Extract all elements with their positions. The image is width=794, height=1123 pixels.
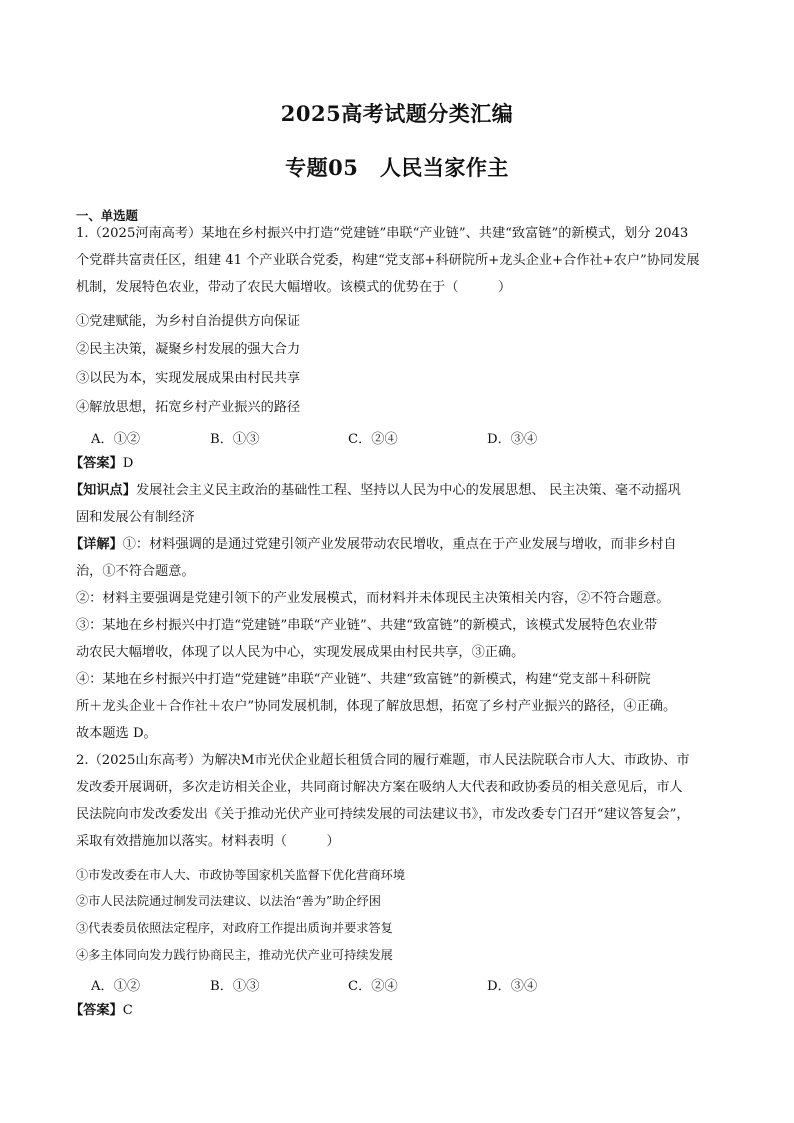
answer-value: C xyxy=(122,1003,133,1018)
section-heading: 一、单选题 xyxy=(76,208,138,223)
q1-detail-text: 故本题选 D。 xyxy=(76,726,157,741)
knowledge-text: 发展社会主义民主政治的基础性工程、坚持以人民为中心的发展思想、 民主决策、毫不动摇巩 xyxy=(135,483,681,498)
q2-statement: ④多主体同向发力践行协商民主，推动光伏产业可持续发展 xyxy=(76,948,393,962)
document-title: 2025高考试题分类汇编 xyxy=(280,101,514,126)
q1-statement: ①党建赋能，为乡村自治提供方向保证 xyxy=(76,314,301,329)
answer-label: 【答案】 xyxy=(70,456,123,471)
q1-stem-line: 机制，发展特色农业，带动了农民大幅增收。该模式的优势在于（ ） xyxy=(76,280,512,295)
q1-knowledge-line xyxy=(70,482,730,499)
q1-detail-text: ②：材料主要强调是党建引领下的产业发展模式，而材料并未体现民主决策相关内容，②不符合题意。 xyxy=(76,591,670,606)
q1-detail-line xyxy=(70,536,730,553)
q1-detail-text: 动农民大幅增收，体现了以人民为中心，实现发展成果由村民共享，③正确。 xyxy=(76,645,525,660)
q2-option-b: B．①③ xyxy=(210,979,260,994)
q2-option-a: A．①② xyxy=(91,979,141,994)
answer-label: 【答案】 xyxy=(70,1003,123,1018)
q2-statement: ②市人民法院通过制发司法建议、以法治“善为”助企纾困 xyxy=(76,894,381,908)
document-subtitle: 专题05 人民当家作主 xyxy=(285,155,509,180)
q1-option-d: D．③④ xyxy=(487,432,538,447)
q1-detail-text: ④：某地在乡村振兴中打造“党建链”串联“产业链”、共建“致富链”的新模式，构建“党支部＋科研院 xyxy=(76,672,651,687)
q1-option-c: C．②④ xyxy=(348,432,398,447)
q1-knowledge-text: 固和发展公有制经济 xyxy=(76,510,195,525)
q1-statement: ③以民为本，实现发展成果由村民共享 xyxy=(76,371,301,386)
q2-statement: ③代表委员依照法定程序，对政府工作提出质询并要求答复 xyxy=(76,921,393,935)
q1-stem-line: 个党群共富责任区，组建 41 个产业联合党委，构建“党支部+科研院所+龙头企业+合作社+农户”协同发展 xyxy=(76,253,700,268)
q2-option-c: C．②④ xyxy=(348,979,398,994)
q1-option-a: A．①② xyxy=(91,432,141,447)
q2-statement: ①市发改委在市人大、市政协等国家机关监督下优化营商环境 xyxy=(76,868,406,882)
q2-stem-line: 2.（2025山东高考）为解决M市光伏企业超长租赁合同的履行难题，市人民法院联合市人大、市政协、市 xyxy=(76,753,690,768)
q1-detail-text: 所＋龙头企业＋合作社＋农户”协同发展机制，体现了解放思想，拓宽了乡村产业振兴的路径，④正确。 xyxy=(76,699,677,714)
detail-text: ①：材料强调的是通过党建引领产业发展带动农民增收，重点在于产业发展与增收，而非乡村自 xyxy=(122,537,677,552)
q2-stem-line: 民法院向市发改委发出《关于推动光伏产业可持续发展的司法建议书》，市发改委专门召开“建议答复会”， xyxy=(76,807,690,822)
q1-stem-line: 1.（2025河南高考）某地在乡村振兴中打造“党建链”串联“产业链”、共建“致富链”的新模式，划分 2043 xyxy=(76,226,689,241)
detail-label: 【详解】 xyxy=(70,537,123,552)
q1-detail-text: 治，①不符合题意。 xyxy=(76,564,195,579)
q2-stem-line: 采取有效措施加以落实。材料表明（ ） xyxy=(76,834,340,849)
q1-answer-line xyxy=(70,455,730,472)
q1-detail-text: ③：某地在乡村振兴中打造“党建链”串联“产业链”、共建“致富链”的新模式，该模式发展特色农业带 xyxy=(76,618,658,633)
knowledge-label: 【知识点】 xyxy=(70,483,136,498)
q2-stem-line: 发改委开展调研，多次走访相关企业，共同商讨解决方案在吸纳人大代表和政协委员的相关意见后，市人 xyxy=(76,780,683,795)
q1-option-b: B．①③ xyxy=(210,432,260,447)
answer-value: D xyxy=(122,456,134,471)
q2-answer-line xyxy=(70,1002,730,1019)
q2-option-d: D．③④ xyxy=(487,979,538,994)
q1-statement: ④解放思想，拓宽乡村产业振兴的路径 xyxy=(76,400,301,415)
q1-statement: ②民主决策，凝聚乡村发展的强大合力 xyxy=(76,342,301,357)
